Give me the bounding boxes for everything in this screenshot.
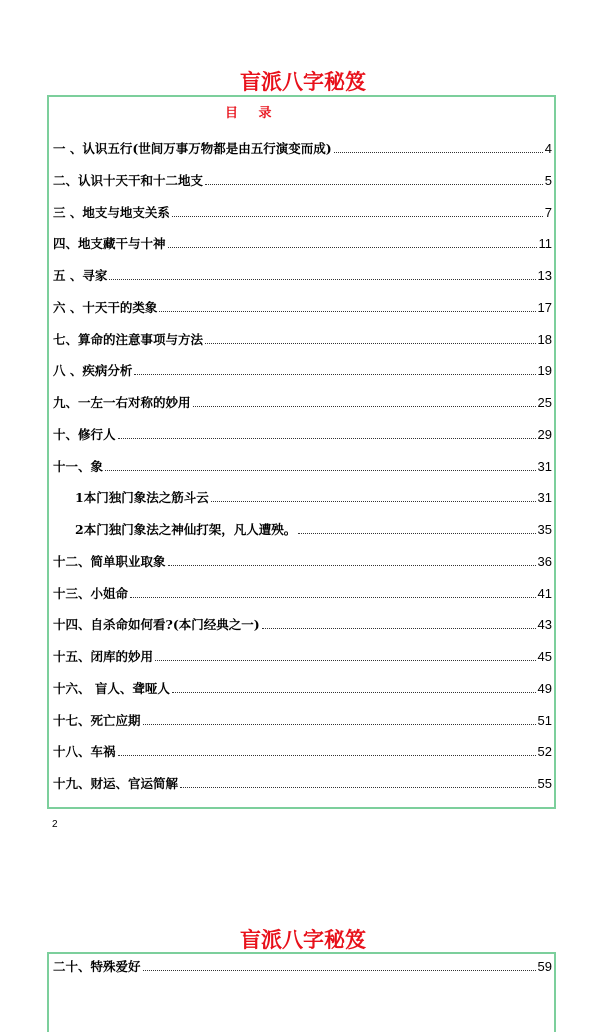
toc-entry-page: 41	[537, 585, 552, 601]
toc-entry-label: 十六、 盲人、聋哑人	[53, 680, 170, 696]
toc-entry[interactable]	[53, 582, 552, 602]
toc-entry[interactable]	[75, 486, 552, 506]
toc-entry-label: 八 、疾病分析	[53, 363, 133, 379]
toc-entry-label: 七、算命的注意事项与方法	[53, 331, 204, 347]
toc-entry-label: 十四、自杀命如何看?(本门经典之一)	[53, 617, 260, 633]
toc-leader-dots	[262, 627, 536, 629]
toc-leader-dots	[168, 246, 537, 248]
toc-entry[interactable]	[53, 296, 552, 316]
toc-entry-label: 1本门独门象法之筋斗云	[75, 490, 209, 506]
toc-leader-dots	[205, 342, 536, 344]
toc-entry-page: 55	[537, 776, 552, 791]
toc-entry-label: 十七、死亡应期	[53, 712, 141, 728]
toc-leader-dots	[298, 532, 535, 534]
toc-entry-page: 43	[537, 617, 552, 633]
toc-entry-label: 十二、简单职业取象	[53, 553, 166, 569]
toc-leader-dots	[211, 500, 536, 502]
toc-leader-dots	[205, 183, 543, 185]
toc-leader-dots	[118, 754, 536, 756]
toc-entry[interactable]	[53, 709, 552, 729]
toc-leader-dots	[168, 564, 536, 566]
toc-entry-label: 十三、小姐命	[53, 585, 129, 601]
toc-leader-dots	[193, 405, 536, 407]
toc-leader-dots	[109, 278, 535, 280]
toc-entry-label: 2本门独门象法之神仙打架，凡人遭殃。	[75, 522, 297, 537]
toc-entry-page: 7	[544, 204, 552, 220]
toc-entry[interactable]	[53, 391, 552, 411]
toc-entry-label: 十八、车祸	[53, 744, 116, 760]
toc-leader-dots	[155, 659, 536, 661]
toc-entry[interactable]	[53, 677, 552, 697]
toc-entry-page: 49	[537, 680, 552, 696]
toc-entry-page: 35	[537, 522, 552, 537]
document-title-page2: 盲派八字秘笈	[240, 928, 366, 952]
toc-entry[interactable]	[53, 455, 552, 475]
toc-leader-dots	[172, 215, 543, 217]
toc-entry-page: 29	[537, 426, 552, 442]
toc-leader-dots	[172, 691, 536, 693]
toc-entry[interactable]	[53, 232, 552, 252]
toc-entry-label: 一 、认识五行(世间万事万物都是由五行演变而成)	[53, 141, 332, 156]
toc-leader-dots	[130, 596, 536, 598]
toc-leader-dots	[334, 151, 543, 153]
toc-entry-page: 59	[537, 959, 552, 974]
toc-entry-label: 四、地支藏干与十神	[53, 236, 166, 252]
toc-entry-label: 三 、地支与地支关系	[53, 204, 170, 220]
toc-entry-page: 36	[537, 553, 552, 569]
toc-entry[interactable]	[53, 550, 552, 570]
toc-entry-page: 31	[537, 490, 552, 506]
toc-entry[interactable]	[53, 740, 552, 760]
toc-entry-page: 5	[544, 172, 552, 188]
toc-entry[interactable]	[53, 169, 552, 189]
toc-entry-label: 十九、财运、官运简解	[53, 776, 179, 791]
toc-leader-dots	[143, 723, 536, 725]
toc-leader-dots	[134, 373, 535, 375]
toc-entry-page: 17	[537, 299, 552, 315]
toc-entry-label: 九、一左一右对称的妙用	[53, 395, 191, 410]
toc-entry[interactable]	[53, 137, 552, 157]
toc-entry[interactable]	[53, 264, 552, 284]
toc-entry-page: 4	[544, 141, 552, 156]
toc-entry-page: 18	[537, 331, 552, 347]
toc-leader-dots	[159, 310, 535, 312]
toc-heading: 目 录	[225, 106, 280, 121]
toc-entry[interactable]	[53, 201, 552, 221]
document-title: 盲派八字秘笈	[240, 70, 366, 94]
toc-entry-page: 13	[537, 268, 552, 283]
toc-entry[interactable]	[53, 613, 552, 633]
toc-entry[interactable]	[53, 328, 552, 348]
toc-entry-page: 31	[537, 458, 552, 474]
toc-leader-dots	[180, 786, 536, 788]
toc-leader-dots	[105, 469, 536, 471]
toc-entry-page: 25	[537, 395, 552, 410]
toc-entry-label: 二、认识十天干和十二地支	[53, 172, 204, 188]
toc-entry-label: 二十、特殊爱好	[53, 959, 141, 974]
toc-entry-page: 52	[537, 744, 552, 760]
toc-entry[interactable]	[53, 955, 552, 975]
toc-entry-label: 六 、十天干的类象	[53, 299, 158, 315]
toc-entry[interactable]	[53, 645, 552, 665]
page-number: 2	[52, 819, 58, 830]
toc-entry-page: 45	[537, 649, 552, 664]
toc-entry-page: 19	[537, 363, 552, 379]
toc-entry-label: 五 、寻家	[53, 268, 108, 283]
toc-entry-page: 51	[537, 712, 552, 728]
toc-entry[interactable]	[53, 359, 552, 379]
toc-entry-label: 十五、闭库的妙用	[53, 649, 154, 664]
toc-entry-label: 十一、象	[53, 458, 104, 474]
toc-entry[interactable]	[53, 772, 552, 792]
toc-entry[interactable]	[53, 423, 552, 443]
toc-entry-page: 11	[538, 236, 552, 252]
toc-entry-label: 十、修行人	[53, 426, 116, 442]
toc-leader-dots	[118, 437, 536, 439]
toc-leader-dots	[143, 969, 536, 971]
toc-entry[interactable]	[75, 518, 552, 538]
